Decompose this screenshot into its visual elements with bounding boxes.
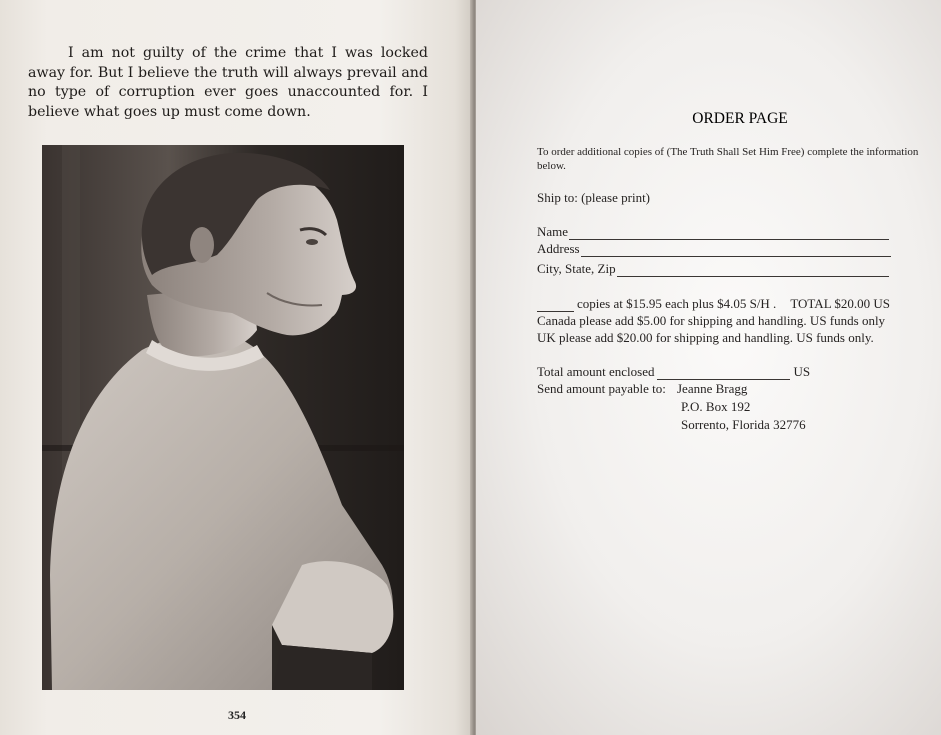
total-price-text: TOTAL $20.00 US [790, 296, 891, 311]
total-enclosed-currency: US [793, 364, 811, 379]
copies-order-line [537, 296, 890, 312]
payee-po-box: P.O. Box 192 [681, 399, 751, 414]
address-blank-line[interactable] [581, 245, 891, 257]
page-number: 354 [228, 708, 246, 722]
total-enclosed-label: Total amount enclosed [537, 364, 655, 379]
copies-blank-line[interactable] [537, 300, 574, 312]
payee-city-state-zip: Sorrento, Florida 32776 [681, 417, 806, 432]
address-label: Address [537, 241, 580, 256]
ship-to-label: Ship to: (please print) [537, 190, 651, 205]
city-state-zip-label: City, State, Zip [537, 261, 616, 276]
payee-name: Jeanne Bragg [677, 381, 748, 396]
total-enclosed-row [537, 364, 810, 380]
body-paragraph: I am not guilty of the crime that I was locked away for. But I believe the truth will always prevail and no type of corruption ever goes unaccounted for. I believe what goes up must come down. [28, 45, 428, 120]
copies-price-text: copies at $15.95 each plus $4.05 S/H . [577, 296, 777, 311]
order-page-title: ORDER PAGE [692, 110, 788, 127]
name-blank-line[interactable] [569, 228, 889, 240]
city-blank-line[interactable] [617, 265, 889, 277]
name-field[interactable] [537, 224, 889, 240]
payable-to-label: Send amount payable to: [537, 381, 666, 396]
name-label: Name [537, 224, 569, 239]
address-field[interactable] [537, 241, 891, 257]
canada-shipping-text: Canada please add $5.00 for shipping and handling. US funds only [537, 313, 886, 328]
city-state-zip-field[interactable] [537, 261, 889, 277]
order-intro-text: To order additional copies of (The Truth Shall Set Him Free) complete the information below. [537, 146, 919, 172]
total-enclosed-blank-line[interactable] [657, 368, 790, 380]
uk-shipping-text: UK please add $20.00 for shipping and handling. US funds only. [537, 330, 874, 345]
portrait-photo [42, 145, 404, 690]
